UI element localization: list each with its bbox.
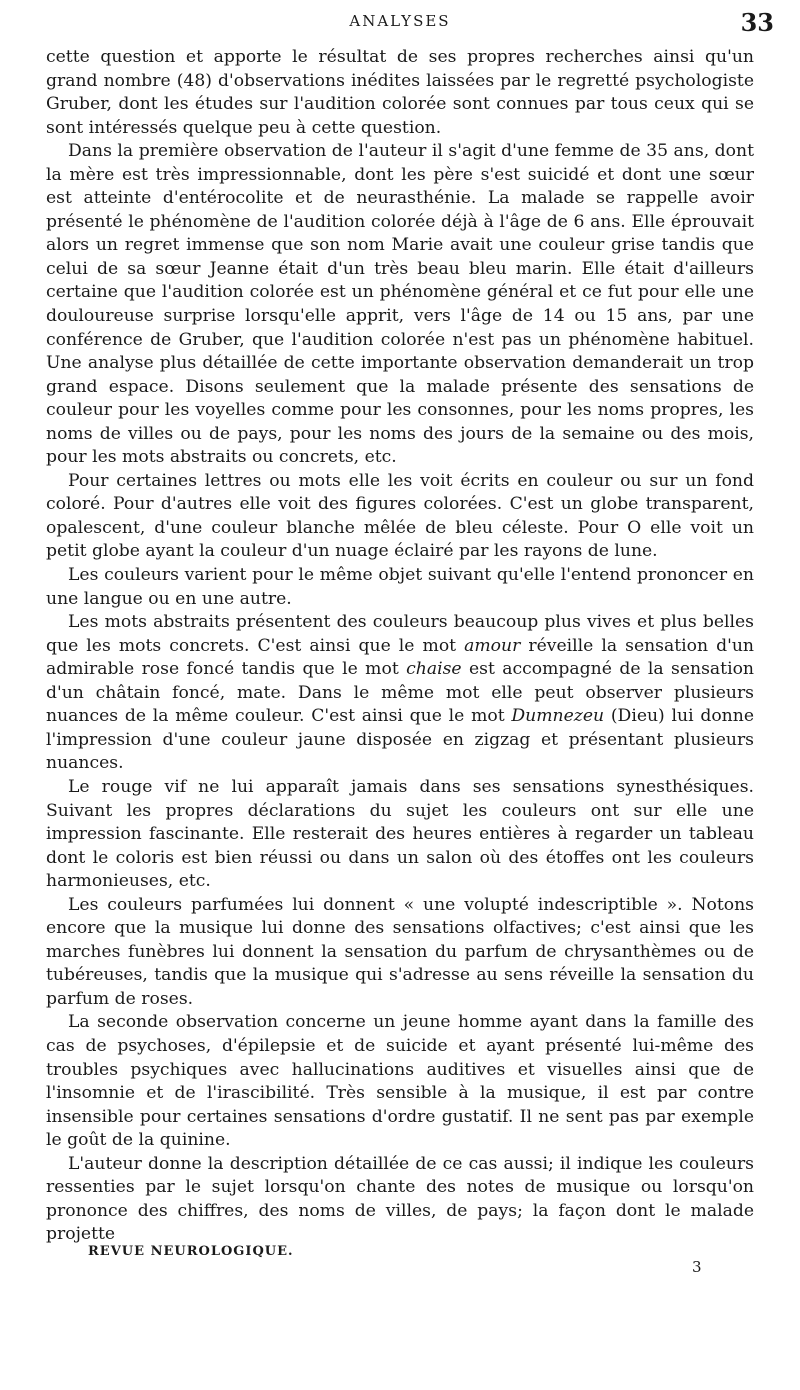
word-dumnezeu: Dumnezeu <box>511 706 605 727</box>
paragraph-5-part-d: (Dieu) lui donne l'impression d'une couleur jaune disposée en zigzag et présentant plusieurs nuances. <box>46 706 754 774</box>
paragraph-5-part-b: réveille la sensation d'un admirable rose foncé tandis que le mot <box>46 635 754 680</box>
paragraph-7: Les couleurs parfumées lui donnent « une volupté indescriptible ». Notons encore que la musique lui donne des sensations olfactives; c'est ainsi que les marches funèbres lui donnent la sensation du parfum de chrysanthèmes ou de tubéreuses, tandis que la musique qui s'adresse au sens réveille la sensation du parfum de roses. <box>46 894 754 1009</box>
paragraph-5-part-c: est accompagné de la sensation d'un châtain foncé, mate. Dans le même mot elle peut observer plusieurs nuances de la même couleur. C'est ainsi que le mot <box>46 659 754 727</box>
page-header <box>0 8 800 38</box>
paragraph-2: Dans la première observation de l'auteur il s'agit d'une femme de 35 ans, dont la mère est très impressionnable, dont les père s'est suicidé et dont une sœur est atteinte d'entérocolite et de neurasthénie. La malade se rappelle avoir présenté le phénomène de l'audition colorée déjà à l'âge de 6 ans. Elle éprouvait alors un regret immense que son nom Marie avait une couleur grise tandis que celui de sa sœur Jeanne était d'un très beau bleu marin. Elle était d'ailleurs certaine que l'audition colorée est un phénomène général et ce fut pour elle une douloureuse surprise lorsqu'elle apprit, vers l'âge de 14 ou 15 ans, par une conférence de Gruber, que l'audition colorée n'est pas un phénomène habituel. Une analyse plus détaillée de cette importante observation demanderait un trop grand espace. Disons seulement que la malade présente des sensations de couleur pour les voyelles comme pour les consonnes, pour les noms propres, les noms de villes ou de pays, pour les noms des jours de la semaine ou des mois, pour les mots abstraits ou concrets, etc. <box>46 141 754 468</box>
word-amour: amour <box>464 635 521 656</box>
paragraph-4: Les couleurs varient pour le même objet suivant qu'elle l'entend prononcer en une langue ou en une autre. <box>46 565 754 609</box>
paragraph-6: Le rouge vif ne lui apparaît jamais dans ses sensations synesthésiques. Suivant les propres déclarations du sujet les couleurs ont sur elle une impression fascinante. Elle resterait des heures entières à regarder un tableau dont le coloris est bien réussi ou dans un salon où des étoffes ont les couleurs harmonieuses, etc. <box>46 776 754 892</box>
paragraph-9: L'auteur donne la description détaillée de ce cas aussi; il indique les couleurs ressenties par le sujet lorsqu'on chante des notes de musique ou lorsqu'on prononce des chiffres, des noms de villes, de pays; la façon dont le malade projette <box>46 1153 754 1245</box>
paragraph-5-part-a: Les mots abstraits présentent des couleurs beaucoup plus vives et plus belles que les mots concrets. C'est ainsi que le mot <box>46 612 754 656</box>
paragraph-1: cette question et apporte le résultat de ses propres recherches ainsi qu'un grand nombre (48) d'observations inédites laissées par le regretté psychologiste Gruber, dont les études sur l'audition colorée sont connues par tous ceux qui se sont intéressés quelque peu à cette question. <box>46 47 754 138</box>
paragraph-8: La seconde observation concerne un jeune homme ayant dans la famille des cas de psychoses, d'épilepsie et de suicide et ayant présenté lui-même des troubles psychiques avec hallucinations auditives et visuelles ainsi que de l'insomnie et de l'irascibilité. Très sensible à la musique, il est par contre insensible pour certaines sensations d'ordre gustatif. Il ne sent pas par exemple le goût de la quinine. <box>46 1012 754 1151</box>
footer-sheet-number: 3 <box>692 1258 702 1276</box>
footer-journal-name: REVUE NEUROLOGIQUE. <box>88 1244 294 1259</box>
running-head: ANALYSES <box>349 12 451 30</box>
page-number: 33 <box>740 8 774 37</box>
paragraph-5 <box>46 611 754 776</box>
article-body <box>46 46 754 1247</box>
paragraph-3: Pour certaines lettres ou mots elle les voit écrits en couleur ou sur un fond coloré. Pour d'autres elle voit des figures colorées. C'est un globe transparent, opalescent, d'une couleur blanche mêlée de bleu céleste. Pour O elle voit un petit globe ayant la couleur d'un nuage éclairé par les rayons de lune. <box>46 470 754 562</box>
word-chaise: chaise <box>406 659 462 680</box>
